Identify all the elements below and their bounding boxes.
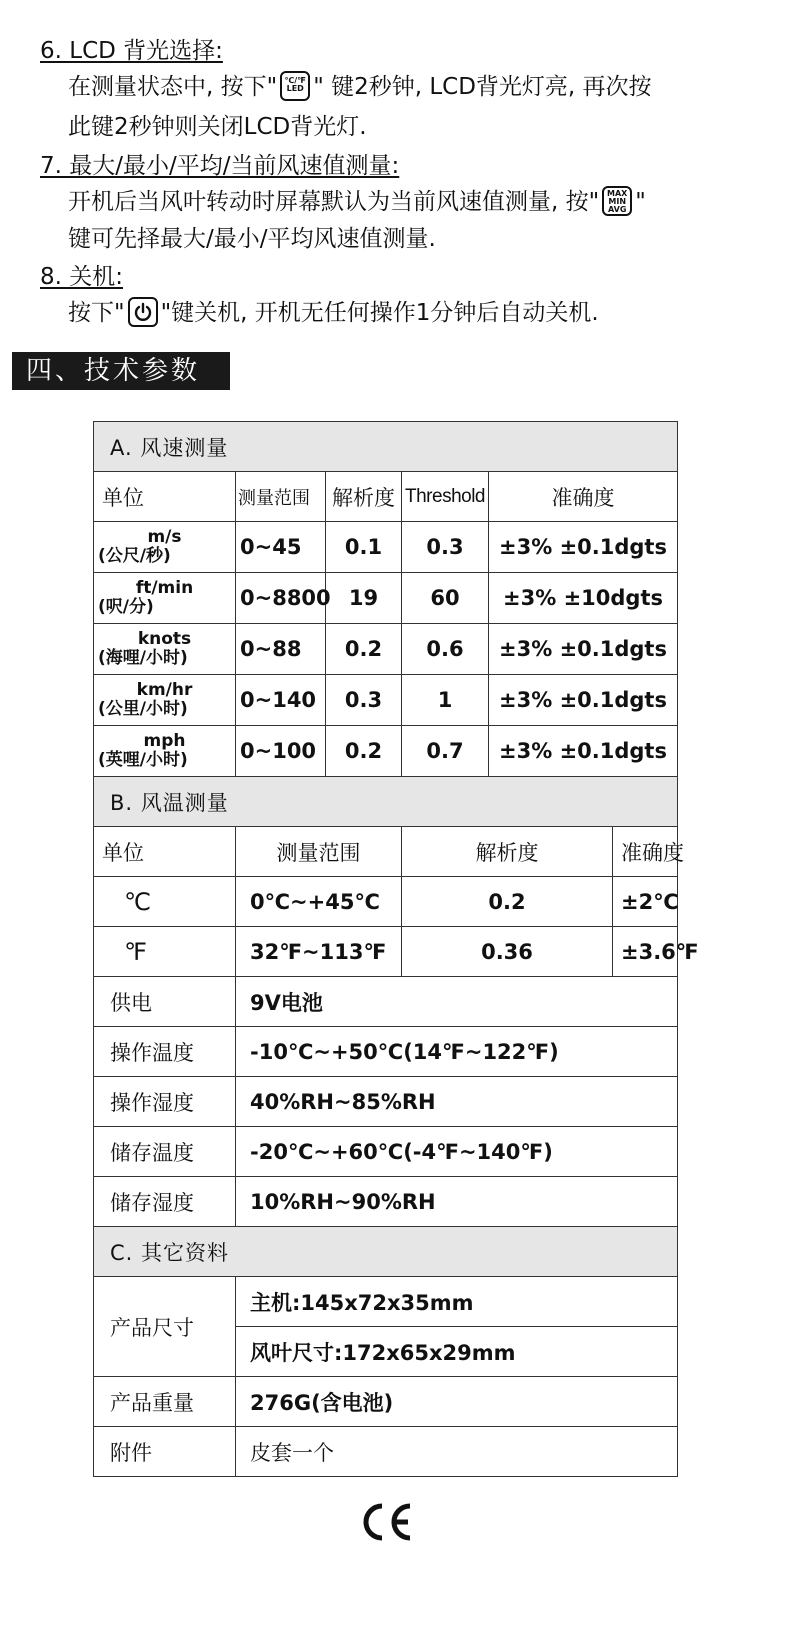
unit-label: m/s (147, 527, 182, 547)
spec-value: -20℃~+60℃(-4℉~140℉) (236, 1127, 678, 1177)
unit-label: ft/min (135, 578, 194, 598)
range-cell: 0~100 (236, 726, 326, 777)
header-resolution: 解析度 (402, 827, 613, 877)
wind-temp-row-f (94, 927, 678, 977)
header-unit: 单位 (94, 827, 236, 877)
power-key-icon (128, 297, 158, 327)
accessory-label: 附件 (94, 1427, 236, 1477)
text: "键关机, 开机无任何操作1分钟后自动关机. (160, 300, 599, 326)
text: 按下" (68, 300, 125, 326)
backlight-key-icon (280, 71, 310, 101)
unit-cell: ℉ (94, 927, 236, 977)
spec-value: -10℃~+50℃(14℉~122℉) (236, 1027, 678, 1077)
threshold-cell: 0.6 (402, 624, 489, 675)
unit-cell (94, 624, 236, 675)
spec-row (94, 1177, 678, 1227)
threshold-cell: 1 (402, 675, 489, 726)
spec-value: 40%RH~85%RH (236, 1077, 678, 1127)
wind-speed-section (94, 422, 678, 472)
resolution-cell: 0.36 (402, 927, 613, 977)
key-label-top: ℃/℉ (284, 75, 306, 85)
spec-row (94, 1077, 678, 1127)
section-8-line-1 (68, 298, 599, 328)
weight-value: 276G(含电池) (236, 1377, 678, 1427)
wind-speed-row (94, 675, 678, 726)
unit-label-cn: (英哩/小时) (98, 750, 188, 770)
text: 在测量状态中, 按下" (68, 74, 278, 100)
ce-mark-icon (358, 1500, 414, 1544)
spec-label: 操作温度 (94, 1027, 236, 1077)
wind-temp-title: B. 风温测量 (94, 777, 678, 827)
spec-label: 储存湿度 (94, 1177, 236, 1227)
resolution-cell: 0.1 (326, 522, 402, 573)
accessory-row (94, 1427, 678, 1477)
section-6-line-2: 此键2秒钟则关闭LCD背光灯. (68, 114, 367, 140)
section-6-line-1 (68, 72, 652, 102)
size-main: 主机:145x72x35mm (236, 1277, 678, 1327)
header-unit: 单位 (94, 472, 236, 522)
range-cell: 0~8800 (236, 573, 326, 624)
spec-label: 操作湿度 (94, 1077, 236, 1127)
size-label: 产品尺寸 (94, 1277, 236, 1377)
spec-value: 9V电池 (236, 977, 678, 1027)
key-label-max: MAX (607, 188, 628, 198)
accuracy-cell: ±2℃ (613, 877, 678, 927)
key-label-avg: AVG (608, 204, 627, 214)
unit-label-cn: (呎/分) (98, 597, 154, 617)
accuracy-cell: ±3.6℉ (613, 927, 678, 977)
weight-label: 产品重量 (94, 1377, 236, 1427)
threshold-cell: 0.3 (402, 522, 489, 573)
section-7-line-2: 键可先择最大/最小/平均风速值测量. (68, 226, 436, 252)
max-min-avg-key-icon (602, 186, 632, 216)
header-range: 测量范围 (236, 472, 326, 522)
range-cell: 0~45 (236, 522, 326, 573)
accuracy-cell: ±3% ±0.1dgts (489, 624, 678, 675)
threshold-cell: 0.7 (402, 726, 489, 777)
accessory-value: 皮套一个 (236, 1427, 678, 1477)
range-cell: 0~88 (236, 624, 326, 675)
wind-speed-row (94, 624, 678, 675)
header-accuracy: 准确度 (613, 827, 678, 877)
header-threshold: Threshold (402, 472, 489, 522)
size-fan: 风叶尺寸:172x65x29mm (236, 1327, 678, 1377)
unit-cell (94, 726, 236, 777)
wind-temp-section (94, 777, 678, 827)
unit-cell (94, 675, 236, 726)
spec-table (93, 421, 699, 1477)
range-cell: 0~140 (236, 675, 326, 726)
section-8-heading: 8. 关机: (40, 264, 124, 290)
accuracy-cell: ±3% ±0.1dgts (489, 675, 678, 726)
unit-label: knots (137, 629, 192, 649)
spec-row (94, 977, 678, 1027)
section-title: 四、技术参数 (12, 352, 230, 390)
wind-speed-title: A. 风速测量 (94, 422, 678, 472)
size-row-1 (94, 1277, 678, 1327)
unit-cell: ℃ (94, 877, 236, 927)
header-accuracy: 准确度 (489, 472, 678, 522)
spec-label: 供电 (94, 977, 236, 1027)
text: " (635, 189, 646, 215)
resolution-cell: 0.2 (402, 877, 613, 927)
wind-speed-row (94, 726, 678, 777)
unit-label-cn: (公里/小时) (98, 699, 188, 719)
text: " 键2秒钟, LCD背光灯亮, 再次按 (313, 74, 652, 100)
text: 开机后当风叶转动时屏幕默认为当前风速值测量, 按" (68, 189, 600, 215)
wind-temp-header-row (94, 827, 678, 877)
accuracy-cell: ±3% ±0.1dgts (489, 522, 678, 573)
wind-speed-header-row (94, 472, 678, 522)
weight-row (94, 1377, 678, 1427)
spec-label: 储存温度 (94, 1127, 236, 1177)
accuracy-cell: ±3% ±10dgts (489, 573, 678, 624)
key-label-bottom: LED (286, 83, 304, 93)
spec-value: 10%RH~90%RH (236, 1177, 678, 1227)
accuracy-cell: ±3% ±0.1dgts (489, 726, 678, 777)
range-cell: 0℃~+45℃ (236, 877, 402, 927)
resolution-cell: 19 (326, 573, 402, 624)
other-section (94, 1227, 678, 1277)
other-title: C. 其它资料 (94, 1227, 678, 1277)
wind-speed-row (94, 522, 678, 573)
header-resolution: 解析度 (326, 472, 402, 522)
key-label-min: MIN (608, 196, 627, 206)
header-range: 测量范围 (236, 827, 402, 877)
spec-row (94, 1027, 678, 1077)
unit-label-cn: (海哩/小时) (98, 648, 188, 668)
range-cell: 32℉~113℉ (236, 927, 402, 977)
unit-cell (94, 573, 236, 624)
section-7-line-1 (68, 187, 646, 217)
resolution-cell: 0.2 (326, 624, 402, 675)
unit-cell (94, 522, 236, 573)
section-6-heading: 6. LCD 背光选择: (40, 38, 223, 64)
wind-speed-row (94, 573, 678, 624)
wind-temp-row-c (94, 877, 678, 927)
spec-row (94, 1127, 678, 1177)
threshold-cell: 60 (402, 573, 489, 624)
unit-label-cn: (公尺/秒) (98, 546, 171, 566)
unit-label: km/hr (136, 680, 193, 700)
section-7-heading: 7. 最大/最小/平均/当前风速值测量: (40, 153, 400, 179)
resolution-cell: 0.3 (326, 675, 402, 726)
resolution-cell: 0.2 (326, 726, 402, 777)
unit-label: mph (143, 731, 186, 751)
